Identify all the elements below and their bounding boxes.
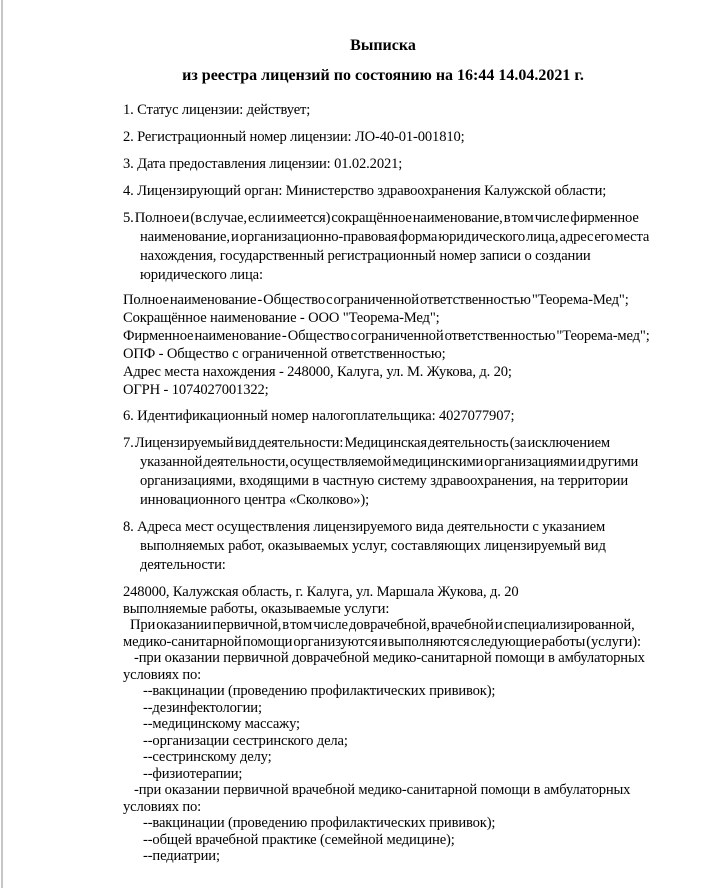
item-3-grant-date — [123, 155, 609, 174]
item-7-licensed-activity — [123, 434, 639, 510]
text-line: 4. Лицензирующий орган: Министерство здравоохранения Калужской области; — [123, 183, 607, 199]
text-line: --медицинскому массажу; — [143, 716, 300, 732]
org-details-block — [123, 291, 650, 399]
text-line: условиях по: — [123, 666, 202, 683]
text-line: указанной деятельности, осуществляемой медицинскими организациями и другими — [140, 454, 639, 470]
item-2-registration-number — [123, 128, 609, 147]
text-line: 3. Дата предоставления лицензии: 01.02.2021; — [123, 156, 403, 172]
text-line: --педиатрии; — [143, 848, 220, 864]
text-line: 248000, Калужская область, г. Калуга, ул. Маршала Жукова, д. 20 — [123, 584, 519, 600]
services-block — [123, 584, 645, 865]
text-line: При оказании первичной, в том числе доврачебной, врачебной и специализированной, — [130, 617, 635, 633]
document-subtitle: из реестра лицензий по состоянию на 16:44 14.04.2021 г. — [182, 67, 584, 84]
item-1-license-status — [123, 101, 609, 120]
text-line: --организации сестринского дела; — [143, 732, 348, 749]
text-line: Фирменное наименование - Общество с ограниченной ответственностью "Теорема-мед"; — [123, 328, 650, 344]
text-line: 6. Идентификационный номер налогоплательщика: 4027077907; — [123, 408, 515, 424]
text-line: наименование, и организационно-правовая форма юридического лица, адрес его места — [140, 229, 650, 245]
document-body — [123, 101, 650, 865]
text-line: --общей врачебной практике (семейной медицине); — [143, 831, 455, 848]
text-line: Полное наименование - Общество с ограниченной ответственностью "Теорема-Мед"; — [123, 292, 629, 308]
text-line: юридического лица: — [140, 267, 263, 283]
text-line: медико-санитарной помощи организуются и выполняются следующие работы (услуги): — [123, 633, 641, 650]
text-line: 1. Статус лицензии: действует; — [123, 102, 311, 118]
text-line: --вакцинации (проведению профилактических прививок); — [143, 683, 496, 699]
text-line: --дезинфектологии; — [143, 699, 262, 716]
text-line: Адрес места нахождения - 248000, Калуга, ул. М. Жукова, д. 20; — [123, 364, 512, 380]
item-6-taxpayer-number — [123, 407, 609, 426]
text-line: выполняемые работы, оказываемые услуги: — [123, 600, 390, 617]
text-line: -при оказании первичной доврачебной медико-санитарной помощи в амбулаторных — [134, 650, 645, 666]
text-line: Сокращённое наименование - ООО "Теорема-Мед"; — [123, 310, 440, 326]
text-line: --физиотерапии; — [143, 765, 243, 782]
text-line: организациями, входящими в частную систему здравоохранения, на территории — [140, 473, 629, 489]
text-line: инновационного центра «Сколково»); — [140, 492, 369, 508]
text-line: 7. Лицензируемый вид деятельности: Медицинская деятельность (за исключением — [123, 435, 610, 451]
text-line: 5. Полное и (в случае, если имеется) сокращённое наименование, в том числе фирменное — [123, 210, 639, 226]
document-title: Выписка — [350, 37, 416, 54]
text-line: --сестринскому делу; — [143, 749, 272, 765]
text-line: 2. Регистрационный номер лицензии: ЛО-40-01-001810; — [123, 129, 465, 145]
text-line: -при оказании первичной врачебной медико-санитарной помощи в амбулаторных — [134, 782, 631, 798]
text-line: нахождения, государственный регистрационный номер записи о создании — [140, 248, 591, 264]
item-5-entity-names-heading — [123, 209, 650, 285]
text-line: условиях по: — [123, 798, 202, 815]
text-line: ОПФ - Общество с ограниченной ответственностью; — [123, 346, 446, 362]
text-line: выполняемых работ, оказываемых услуг, составляющих лицензируемый вид — [140, 538, 606, 554]
item-8-activity-addresses-heading — [123, 518, 609, 575]
item-4-licensing-authority — [123, 182, 609, 201]
text-line: ОГРН - 1074027001322; — [123, 382, 269, 398]
text-line: 8. Адреса мест осуществления лицензируемого вида деятельности с указанием — [123, 519, 606, 535]
text-line: --вакцинации (проведению профилактических прививок); — [143, 815, 496, 831]
text-line: деятельности: — [140, 557, 226, 573]
